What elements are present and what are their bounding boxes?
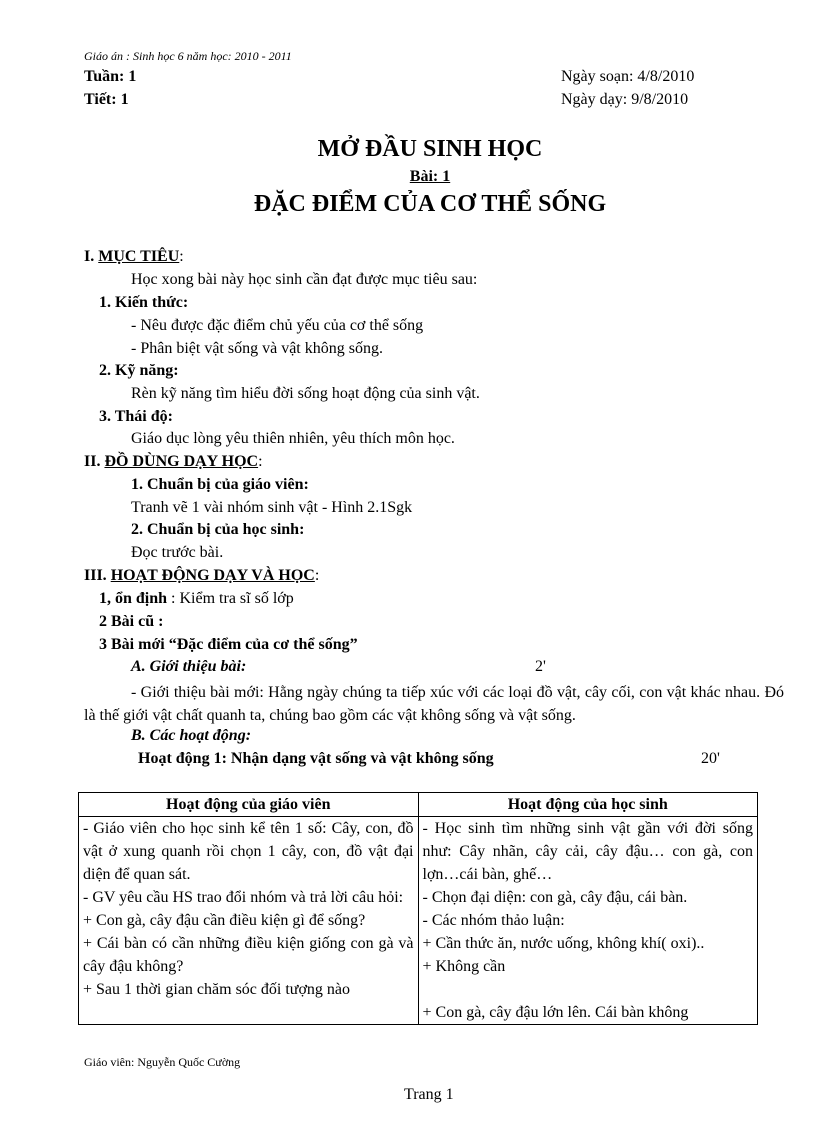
section-3-number: III. xyxy=(84,567,111,584)
main-title: MỞ ĐẦU SINH HỌC xyxy=(317,136,543,162)
teacher-line-4: + Cái bàn có cần những điều kiện giống con gà và cây đậu không? xyxy=(83,935,414,975)
old-lesson-heading: 2 Bài cũ : xyxy=(99,613,164,630)
student-line-3: - Các nhóm thảo luận: xyxy=(422,912,565,929)
section-2-heading xyxy=(84,453,263,471)
page-number: Trang 1 xyxy=(404,1086,454,1103)
student-line-1: - Học sinh tìm những sinh vật gần với đời sống như: Cây nhãn, cây cải, cây đậu… con gà, con lợn…cái bàn, ghế… xyxy=(422,820,753,883)
section-3-title: HOẠT ĐỘNG DẠY VÀ HỌC xyxy=(110,567,315,584)
student-activity-cell xyxy=(418,817,758,1025)
prep-date: Ngày soạn: 4/8/2010 xyxy=(561,68,695,85)
teach-date: Ngày dạy: 9/8/2010 xyxy=(561,91,689,108)
intro-paragraph: - Giới thiệu bài mới: Hằng ngày chúng ta tiếp xúc với các loại đồ vật, cây cối, con vật khác nhau. Đó là thế giới vật chất quanh ta, chúng bao gồm các vật không sống và vật sống. xyxy=(84,684,784,724)
student-line-5: + Không cần xyxy=(422,958,506,975)
teacher-prep-text: Tranh vẽ 1 vài nhóm sinh vật - Hình 2.1Sgk xyxy=(131,499,413,516)
student-line-4: + Cần thức ăn, nước uống, không khí( oxi).. xyxy=(422,935,705,952)
table-row xyxy=(79,817,758,1025)
section-3-colon: : xyxy=(314,567,320,584)
student-line-6: + Con gà, cây đậu lớn lên. Cái bàn không xyxy=(422,1004,689,1021)
student-line-2: - Chọn đại diện: con gà, cây đậu, cái bàn. xyxy=(422,889,688,906)
section-1-intro: Học xong bài này học sinh cần đạt được mục tiêu sau: xyxy=(131,271,478,288)
activity-table xyxy=(78,792,758,1025)
teacher-line-5: + Sau 1 thời gian chăm sóc đối tượng nào xyxy=(83,981,351,998)
section-1-colon: : xyxy=(179,248,184,265)
student-prep-text: Đọc trước bài. xyxy=(131,544,224,561)
attitude-heading: 3. Thái độ: xyxy=(99,408,173,425)
teacher-column-header: Hoạt động của giáo viên xyxy=(79,793,419,817)
period-label: Tiết: 1 xyxy=(84,91,129,108)
activities-heading: B. Các hoạt động: xyxy=(131,727,252,744)
week-label: Tuần: 1 xyxy=(84,68,137,85)
skill-heading: 2. Kỹ năng: xyxy=(99,362,179,379)
intro-time: 2' xyxy=(535,658,546,675)
intro-heading: A. Giới thiệu bài: xyxy=(131,658,247,675)
student-column-header: Hoạt động của học sinh xyxy=(418,793,758,817)
knowledge-heading: 1. Kiến thức: xyxy=(99,294,189,311)
section-1-number: I. xyxy=(84,248,99,265)
new-lesson-heading: 3 Bài mới “Đặc điểm của cơ thể sống” xyxy=(99,636,358,653)
activity-1-time: 20' xyxy=(701,750,720,767)
student-prep-heading: 2. Chuẩn bị của học sinh: xyxy=(131,521,305,538)
attitude-text: Giáo dục lòng yêu thiên nhiên, yêu thích môn học. xyxy=(131,430,455,447)
teacher-line-3: + Con gà, cây đậu cần điều kiện gì để sống? xyxy=(83,912,366,929)
skill-text: Rèn kỹ năng tìm hiểu đời sống hoạt động của sinh vật. xyxy=(131,385,480,402)
section-1-title: MỤC TIÊU xyxy=(98,248,180,265)
activity-1-title: Hoạt động 1: Nhận dạng vật sống và vật không sống xyxy=(138,750,494,767)
knowledge-item-1: - Nêu được đặc điểm chủ yếu của cơ thể sống xyxy=(131,317,424,334)
footer-teacher: Giáo viên: Nguyễn Quốc Cường xyxy=(84,1055,241,1069)
teacher-line-2: - GV yêu cầu HS trao đổi nhóm và trả lời câu hỏi: xyxy=(83,889,404,906)
teacher-activity-cell xyxy=(79,817,419,1025)
section-2-colon: : xyxy=(258,453,263,470)
teacher-prep-heading: 1. Chuẩn bị của giáo viên: xyxy=(131,476,309,493)
header-note: Giáo án : Sinh học 6 năm học: 2010 - 2011 xyxy=(84,49,292,63)
teacher-line-1: - Giáo viên cho học sinh kể tên 1 số: Cây, con, đồ vật ở xung quanh rồi chọn 1 cây, con, đồ vật đại diện để quan sát. xyxy=(83,820,414,883)
stabilize-line xyxy=(99,590,294,608)
section-2-number: II. xyxy=(84,453,105,470)
stabilize-label: 1, ổn định xyxy=(99,590,168,607)
section-1-heading xyxy=(84,248,184,266)
section-2-title: ĐỒ DÙNG DẠY HỌC xyxy=(104,453,259,470)
table-header-row xyxy=(79,793,758,817)
knowledge-item-2: - Phân biệt vật sống và vật không sống. xyxy=(131,340,383,357)
stabilize-text: : Kiểm tra sĩ số lớp xyxy=(167,590,294,607)
lesson-number: Bài: 1 xyxy=(409,168,451,185)
section-3-heading xyxy=(84,567,319,585)
lesson-title: ĐẶC ĐIỂM CỦA CƠ THỂ SỐNG xyxy=(253,191,607,217)
